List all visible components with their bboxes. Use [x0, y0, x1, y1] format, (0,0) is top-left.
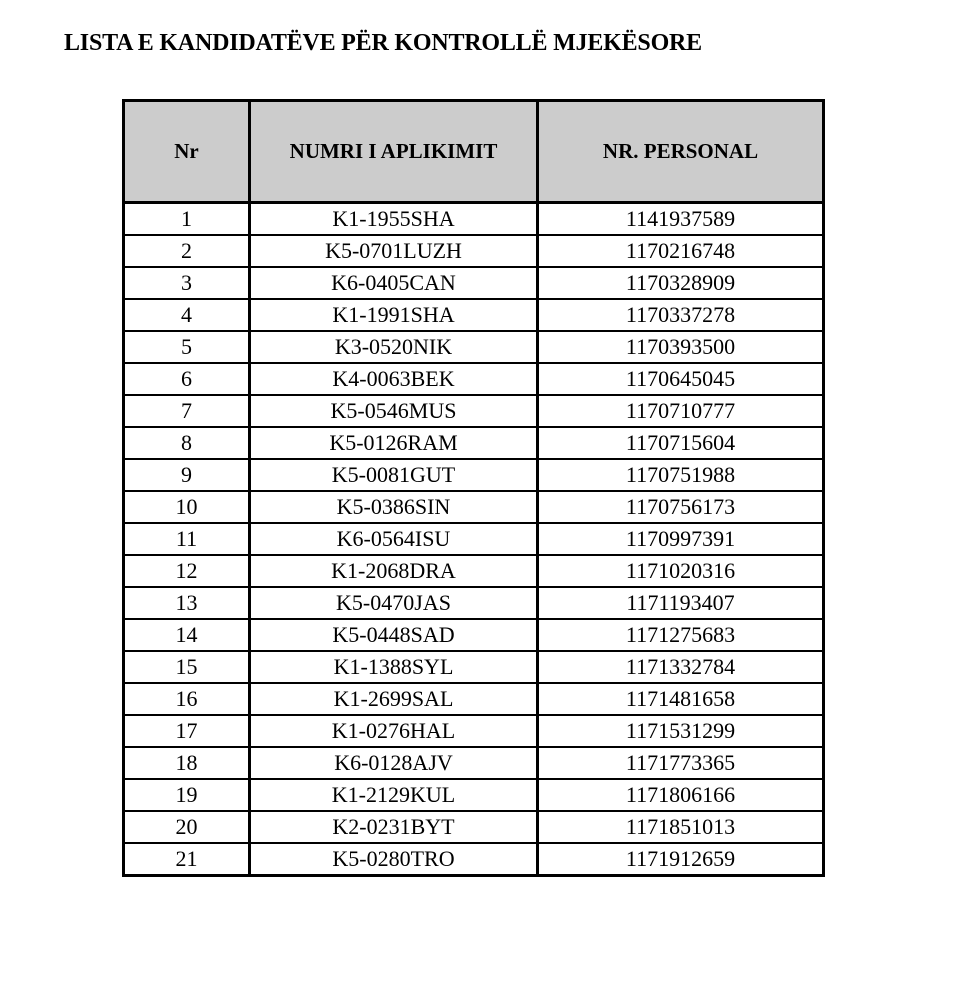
table-row	[124, 395, 824, 427]
cell-application-number: K5-0448SAD	[250, 619, 538, 651]
cell-personal-number: 1170751988	[538, 459, 824, 491]
cell-personal-number: 1170715604	[538, 427, 824, 459]
cell-nr: 14	[124, 619, 250, 651]
cell-nr: 4	[124, 299, 250, 331]
cell-personal-number: 1171851013	[538, 811, 824, 843]
table-row	[124, 459, 824, 491]
cell-application-number: K5-0126RAM	[250, 427, 538, 459]
table-row	[124, 427, 824, 459]
table-header-row	[124, 101, 824, 203]
cell-nr: 18	[124, 747, 250, 779]
table-row	[124, 843, 824, 876]
cell-nr: 1	[124, 203, 250, 236]
cell-application-number: K1-1991SHA	[250, 299, 538, 331]
cell-personal-number: 1171481658	[538, 683, 824, 715]
table-row	[124, 619, 824, 651]
cell-application-number: K1-1955SHA	[250, 203, 538, 236]
cell-personal-number: 1171773365	[538, 747, 824, 779]
table-row	[124, 715, 824, 747]
cell-nr: 11	[124, 523, 250, 555]
cell-nr: 17	[124, 715, 250, 747]
cell-nr: 10	[124, 491, 250, 523]
table-row	[124, 491, 824, 523]
cell-nr: 12	[124, 555, 250, 587]
cell-personal-number: 1171912659	[538, 843, 824, 876]
table-body	[124, 203, 824, 876]
cell-application-number: K6-0564ISU	[250, 523, 538, 555]
table-row	[124, 555, 824, 587]
cell-personal-number: 1141937589	[538, 203, 824, 236]
cell-personal-number: 1171332784	[538, 651, 824, 683]
table-row	[124, 779, 824, 811]
header-personal-number: NR. PERSONAL	[538, 101, 824, 203]
cell-application-number: K5-0280TRO	[250, 843, 538, 876]
cell-application-number: K5-0081GUT	[250, 459, 538, 491]
cell-application-number: K6-0128AJV	[250, 747, 538, 779]
cell-personal-number: 1171193407	[538, 587, 824, 619]
cell-personal-number: 1170645045	[538, 363, 824, 395]
cell-application-number: K5-0470JAS	[250, 587, 538, 619]
table-row	[124, 747, 824, 779]
table-row	[124, 811, 824, 843]
cell-nr: 6	[124, 363, 250, 395]
header-nr: Nr	[124, 101, 250, 203]
cell-application-number: K5-0386SIN	[250, 491, 538, 523]
cell-nr: 2	[124, 235, 250, 267]
cell-application-number: K6-0405CAN	[250, 267, 538, 299]
table-row	[124, 267, 824, 299]
table-row	[124, 203, 824, 236]
cell-personal-number: 1170756173	[538, 491, 824, 523]
table-row	[124, 683, 824, 715]
cell-personal-number: 1171275683	[538, 619, 824, 651]
cell-application-number: K4-0063BEK	[250, 363, 538, 395]
cell-nr: 20	[124, 811, 250, 843]
cell-application-number: K1-1388SYL	[250, 651, 538, 683]
cell-nr: 16	[124, 683, 250, 715]
cell-application-number: K3-0520NIK	[250, 331, 538, 363]
cell-personal-number: 1170997391	[538, 523, 824, 555]
cell-nr: 13	[124, 587, 250, 619]
cell-application-number: K1-2699SAL	[250, 683, 538, 715]
cell-nr: 5	[124, 331, 250, 363]
cell-nr: 8	[124, 427, 250, 459]
cell-application-number: K1-2129KUL	[250, 779, 538, 811]
cell-application-number: K1-0276HAL	[250, 715, 538, 747]
cell-nr: 9	[124, 459, 250, 491]
cell-personal-number: 1170328909	[538, 267, 824, 299]
table-row	[124, 523, 824, 555]
cell-application-number: K5-0546MUS	[250, 395, 538, 427]
cell-nr: 15	[124, 651, 250, 683]
cell-nr: 19	[124, 779, 250, 811]
cell-application-number: K5-0701LUZH	[250, 235, 538, 267]
header-application-number: NUMRI I APLIKIMIT	[250, 101, 538, 203]
candidates-table	[122, 99, 825, 877]
cell-nr: 21	[124, 843, 250, 876]
table-row	[124, 587, 824, 619]
cell-personal-number: 1170337278	[538, 299, 824, 331]
table-row	[124, 235, 824, 267]
table-row	[124, 299, 824, 331]
cell-application-number: K1-2068DRA	[250, 555, 538, 587]
cell-personal-number: 1171020316	[538, 555, 824, 587]
table-row	[124, 363, 824, 395]
cell-nr: 3	[124, 267, 250, 299]
cell-nr: 7	[124, 395, 250, 427]
cell-personal-number: 1170216748	[538, 235, 824, 267]
cell-personal-number: 1171531299	[538, 715, 824, 747]
cell-personal-number: 1171806166	[538, 779, 824, 811]
cell-personal-number: 1170393500	[538, 331, 824, 363]
document-title: LISTA E KANDIDATËVE PËR KONTROLLË MJEKËSORE	[64, 30, 702, 56]
table-row	[124, 331, 824, 363]
cell-application-number: K2-0231BYT	[250, 811, 538, 843]
cell-personal-number: 1170710777	[538, 395, 824, 427]
table-row	[124, 651, 824, 683]
